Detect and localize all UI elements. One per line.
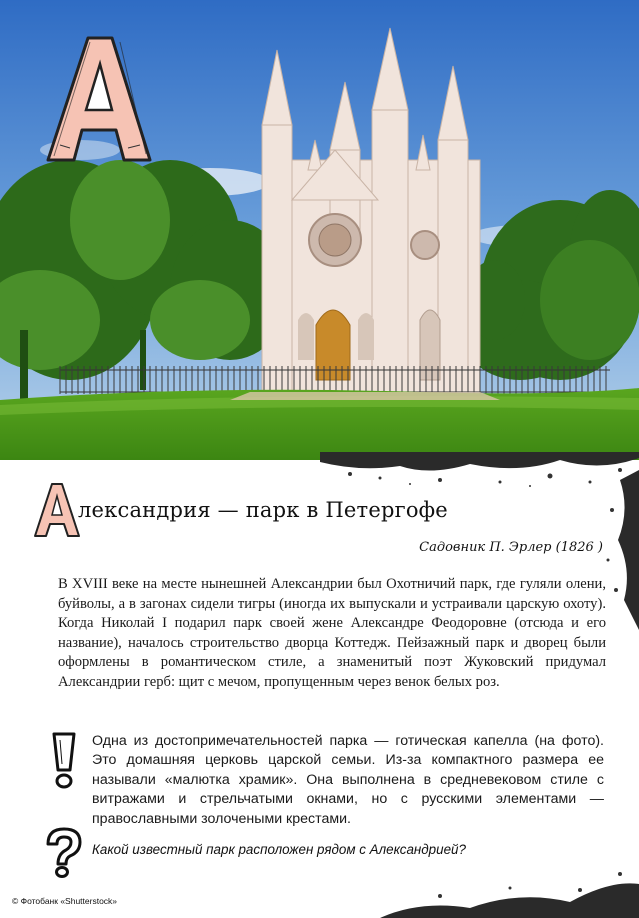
question-text: Какой известный парк расположен рядом с Александрией? bbox=[92, 842, 466, 857]
fact-text: Одна из достопримечательностей парка — готическая капелла (на фото). Это домашняя церковь царской семьи. Из-за компактного размера ее называли «малютка храмик». Она выполнена в средневековом стиле с витражами и стрельчатыми окнами, но с русскими элементами — православными золочеными крестами. bbox=[92, 733, 604, 827]
photo-credit: © Фотобанк «Shutterstock» bbox=[12, 896, 118, 906]
article-author: Садовник П. Эрлер (1826 ) bbox=[419, 540, 603, 555]
exclamation-icon bbox=[44, 730, 84, 790]
article-body: В XVIII веке на месте нынешней Александрии был Охотничий парк, где гуляли олени, буйволы, а в загонах сидели тигры (иногда их выпускали и устраивали царскую охоту). Когда Николай I подарил парк своей жене Александре Феодоровне (отсюда и его название), началось строительство дворца Коттедж. Пейзажный парк и дворец были оформлены в романтическом стиле, а знаменитый поэт Жуковский придумал Александрии герб: щит с мечом, пропущенным через венок белых роз. bbox=[58, 576, 606, 690]
question-icon bbox=[40, 826, 88, 878]
title-drop-cap bbox=[32, 480, 82, 538]
article-title: лександрия — парк в Петергофе bbox=[78, 498, 448, 522]
chapter-letter-large bbox=[40, 30, 155, 165]
ink-splatter-bottom bbox=[380, 860, 639, 918]
